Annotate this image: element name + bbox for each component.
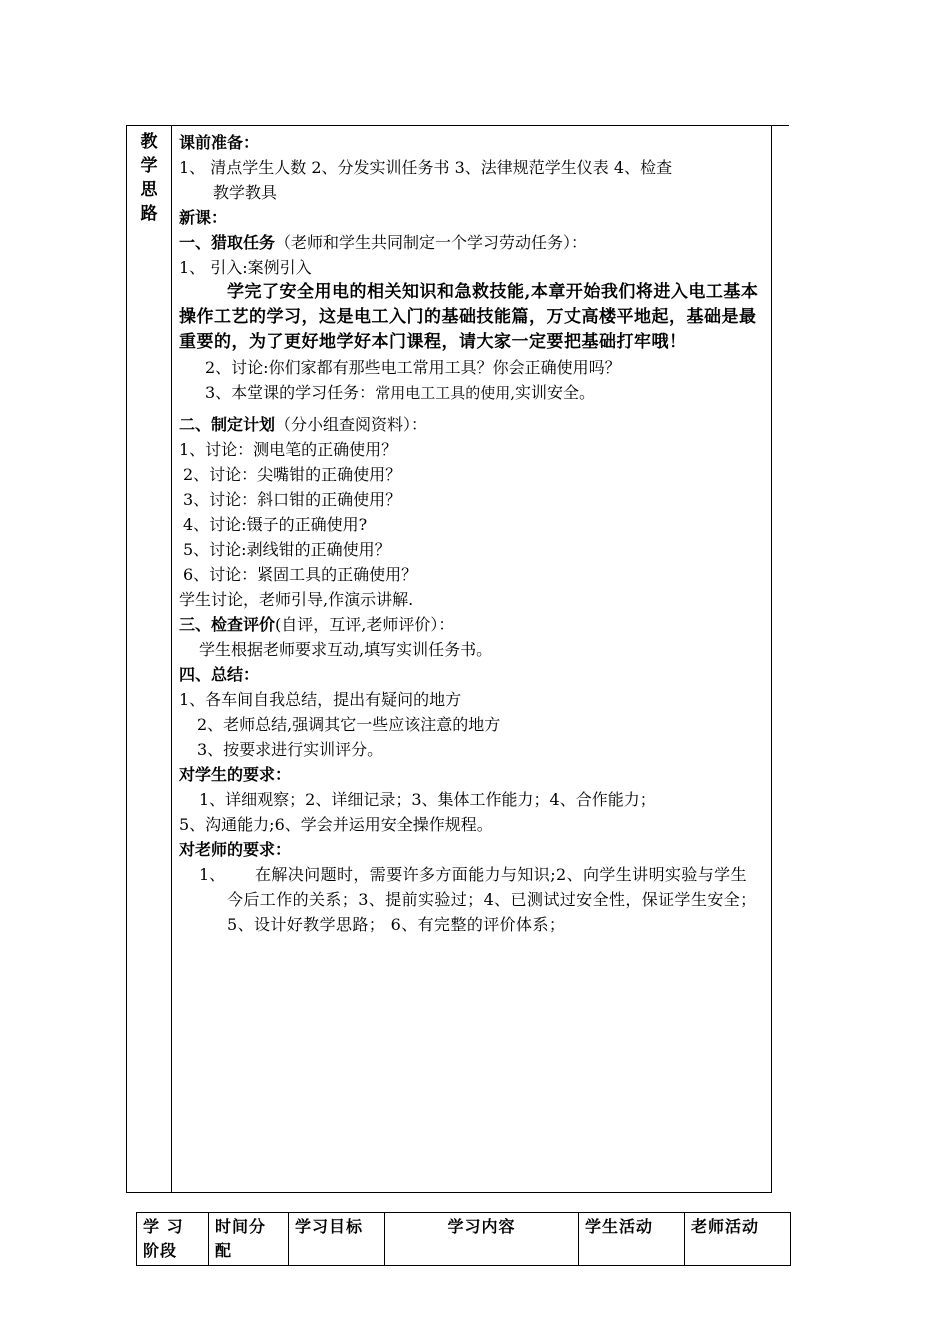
section-1-title: 一、猎取任务 <box>179 233 276 252</box>
header-learning-content: 学习内容 <box>385 1213 579 1266</box>
prep-line: 教学教具 <box>213 183 278 202</box>
teaching-approach-table <box>126 125 772 1193</box>
discussion-item: 3、讨论：斜口钳的正确使用？ <box>183 490 402 509</box>
section-2-title: 二、制定计划 <box>179 415 276 434</box>
task-label: 3、本堂课的学习任务： <box>205 383 376 402</box>
teacher-requirements-text: 在解决问题时，需要许多方面能力与知识;2、向学生讲明实验与学生今后工作的关系；3、提前实验过；4、已测试过安全性，保证学生安全；5、设计好教学思路； 6、有完整的评价体系； <box>227 865 757 934</box>
discussion-summary: 学生讨论，老师引导,作演示讲解. <box>179 590 414 609</box>
new-lesson-heading: 新课： <box>179 208 228 227</box>
header-student-activity: 学生活动 <box>579 1213 685 1266</box>
section-1-note: （老师和学生共同制定一个学习劳动任务）： <box>275 233 588 252</box>
header-learning-stage: 学 习 阶段 <box>137 1213 209 1266</box>
intro-paragraph: 学完了安全用电的相关知识和急救技能,本章开始我们将进入电工基本操作工艺的学习，这是电工入门的基础技能篇，万丈高楼平地起，基础是最重要的，为了更好地学好本门课程，请大家一定要把基础打牢哦！ <box>179 282 759 352</box>
row-label-char: 学 <box>140 156 158 176</box>
teacher-requirements-item <box>179 862 763 937</box>
section-2-heading <box>179 412 767 437</box>
section-3-note: (自评，互评,老师评价）： <box>275 615 455 634</box>
learning-stage-table <box>136 1212 791 1266</box>
section-3-heading <box>179 612 767 637</box>
summary-item: 2、老师总结,强调其它一些应该注意的地方 <box>197 715 501 734</box>
discussion-item: 2、讨论：尖嘴钳的正确使用？ <box>183 465 402 484</box>
task-safety: 实训安全。 <box>514 383 595 402</box>
section-1-heading <box>179 230 767 255</box>
section-3-title: 三、检查评价 <box>179 615 276 634</box>
student-requirements-heading: 对学生的要求： <box>179 765 292 784</box>
discussion-item: 5、讨论:剥线钳的正确使用？ <box>183 540 391 559</box>
table-header-row <box>137 1213 791 1266</box>
task-topic: 常用电工工具的使用, <box>375 384 515 402</box>
student-requirements-line: 1、详细观察；2、详细记录；3、集体工作能力；4、合作能力； <box>199 790 656 809</box>
section-1-item: 2、讨论:你们家都有那些电工常用工具？你会正确使用吗？ <box>205 358 621 377</box>
column-divider <box>171 126 172 1192</box>
summary-item: 1、各车间自我总结，提出有疑问的地方 <box>179 690 462 709</box>
student-requirements-line: 5、沟通能力;6、学会并运用安全操作规程。 <box>179 815 493 834</box>
header-learning-goal: 学习目标 <box>289 1213 385 1266</box>
summary-item: 3、按要求进行实训评分。 <box>197 740 384 759</box>
section-1-item <box>179 380 767 406</box>
discussion-item: 4、讨论:镊子的正确使用? <box>183 515 368 534</box>
section-3-text: 学生根据老师要求互动,填写实训任务书。 <box>199 640 493 659</box>
prep-line: 1、 清点学生人数 2、分发实训任务书 3、法律规范学生仪表 4、检查 <box>179 158 673 177</box>
prep-heading: 课前准备： <box>179 133 260 152</box>
section-1-item: 1、 引入:案例引入 <box>179 258 312 277</box>
section-4-heading: 四、总结： <box>179 665 260 684</box>
discussion-item: 6、讨论：紧固工具的正确使用？ <box>183 565 418 584</box>
row-label-char: 路 <box>140 204 158 224</box>
table-border-extension <box>772 125 789 126</box>
row-label-char: 教 <box>140 132 158 152</box>
row-label-char: 思 <box>140 180 158 200</box>
discussion-item: 1、讨论：测电笔的正确使用？ <box>179 440 398 459</box>
header-teacher-activity: 老师活动 <box>685 1213 791 1266</box>
header-time-allocation: 时间分配 <box>209 1213 289 1266</box>
section-2-note: （分小组查阅资料）： <box>275 415 428 434</box>
teacher-requirements-heading: 对老师的要求： <box>179 840 292 859</box>
row-label-teaching-approach <box>127 130 171 226</box>
teacher-requirements-number: 1、 <box>199 865 226 884</box>
lesson-plan-content <box>179 130 767 937</box>
